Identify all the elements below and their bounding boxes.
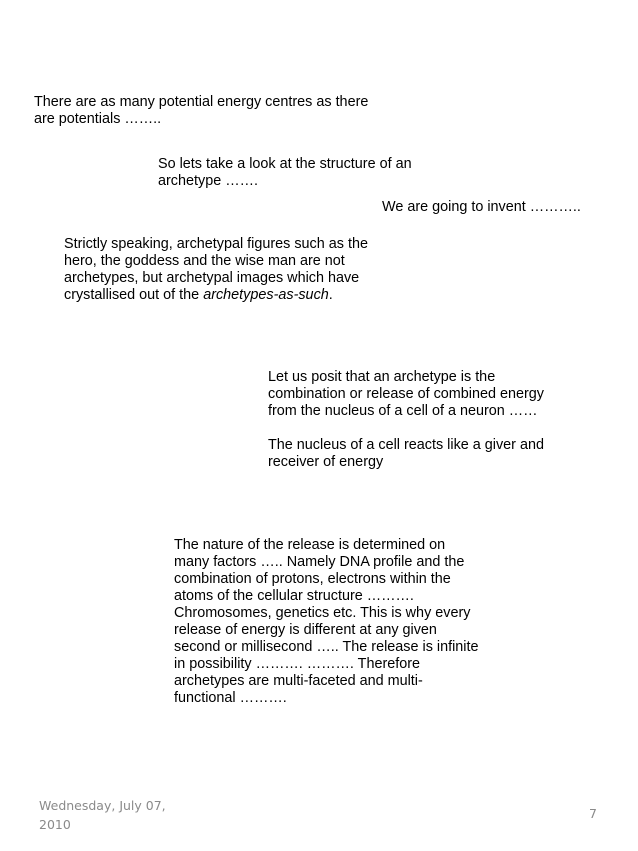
text-line: receiver of energy xyxy=(268,454,384,470)
release-nature-text xyxy=(174,537,478,707)
text-line: The nature of the release is determined on xyxy=(174,537,446,553)
text-line: second or millisecond ….. The release is infinite xyxy=(174,639,479,655)
text-line: combination of protons, electrons within the xyxy=(174,571,451,587)
posit-text xyxy=(268,369,544,420)
nucleus-text xyxy=(268,437,544,471)
page-number: 7 xyxy=(589,806,597,821)
text-line: The nucleus of a cell reacts like a giver and xyxy=(268,437,544,453)
text-line: many factors ….. Namely DNA profile and the xyxy=(174,554,465,570)
footer-date-line: 2010 xyxy=(39,817,71,832)
text-line: Strictly speaking, archetypal figures such as the xyxy=(64,236,368,252)
text-line: Chromosomes, genetics etc. This is why every xyxy=(174,605,471,621)
text-line: Let us posit that an archetype is the xyxy=(268,369,496,385)
text-line xyxy=(64,287,368,304)
text-line: combination or release of combined energy xyxy=(268,386,544,402)
text-line: So lets take a look at the structure of an xyxy=(158,156,412,172)
footer-date-line: Wednesday, July 07, xyxy=(39,798,166,813)
text-line: release of energy is different at any given xyxy=(174,622,437,638)
text-line: archetypes are multi-faceted and multi- xyxy=(174,673,423,689)
structure-text xyxy=(158,156,412,190)
text-line: archetypes, but archetypal images which have xyxy=(64,270,360,286)
italic-term: archetypes-as-such xyxy=(203,287,329,303)
text-segment: . xyxy=(328,287,333,303)
text-line: archetype ……. xyxy=(158,173,258,189)
archetypal-figures-text xyxy=(64,236,368,304)
text-line: from the nucleus of a cell of a neuron …… xyxy=(268,403,538,419)
text-line: are potentials …….. xyxy=(34,111,162,127)
text-segment: crystallised out of the xyxy=(64,287,204,303)
text-line: There are as many potential energy centres as there xyxy=(34,94,369,110)
invent-text xyxy=(382,199,581,216)
text-line: in possibility ………. ………. Therefore xyxy=(174,656,421,672)
text-line: hero, the goddess and the wise man are not xyxy=(64,253,345,269)
intro-text xyxy=(34,94,368,128)
text-line: functional ………. xyxy=(174,690,287,706)
text-line: atoms of the cellular structure ………. xyxy=(174,588,414,604)
footer-date xyxy=(39,796,166,834)
text-line: We are going to invent ……….. xyxy=(382,199,581,215)
